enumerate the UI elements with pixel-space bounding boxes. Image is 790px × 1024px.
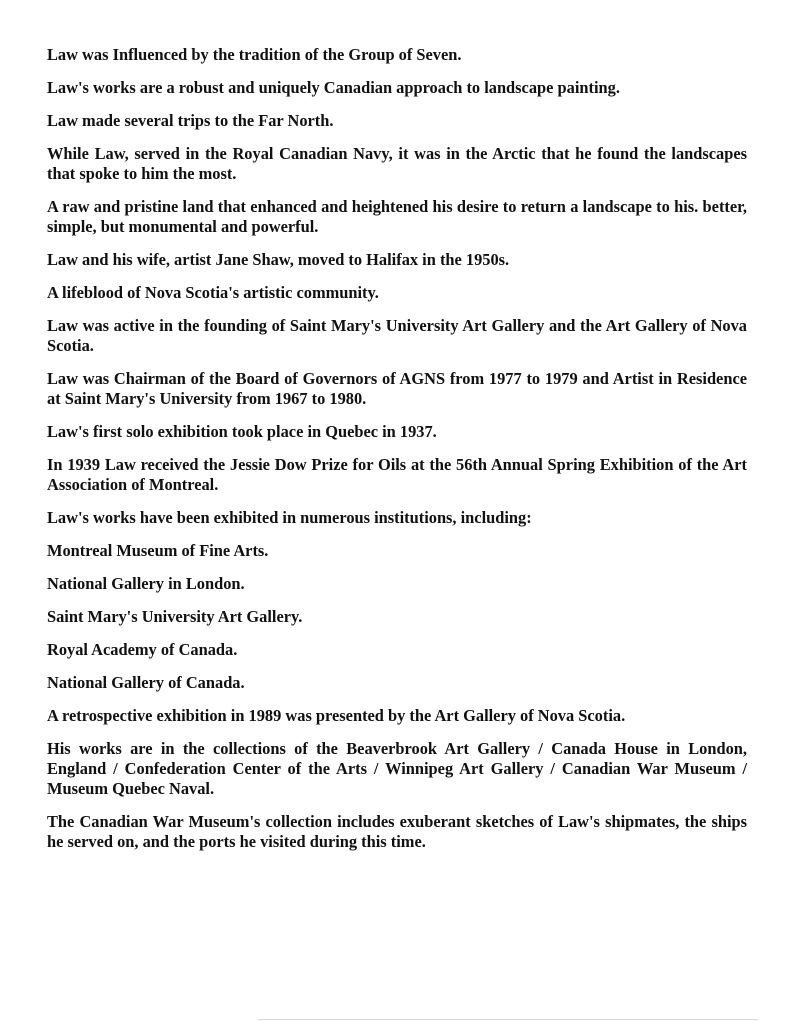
list-item-montreal-museum: Montreal Museum of Fine Arts. xyxy=(47,541,269,560)
paragraph-chairman: Law was Chairman of the Board of Governors of AGNS from 1977 to 1979 and Artist in Residence at Saint Mary's University from 1967 to 1980. xyxy=(47,369,747,408)
paragraph-war-museum-collection: The Canadian War Museum's collection includes exuberant sketches of Law's shipmates, the ships he served on, and the ports he visited during this time. xyxy=(47,812,747,851)
paragraph-canadian-approach: Law's works are a robust and uniquely Canadian approach to landscape painting. xyxy=(47,78,620,97)
list-item-royal-academy: Royal Academy of Canada. xyxy=(47,640,238,659)
paragraph-retrospective: A retrospective exhibition in 1989 was presented by the Art Gallery of Nova Scotia. xyxy=(47,706,626,725)
paragraph-jessie-dow-prize: In 1939 Law received the Jessie Dow Prize for Oils at the 56th Annual Spring Exhibition of the Art Association of Montreal. xyxy=(47,455,747,494)
list-item-saint-marys-gallery: Saint Mary's University Art Gallery. xyxy=(47,607,303,626)
paragraph-first-solo-exhibition: Law's first solo exhibition took place in Quebec in 1937. xyxy=(47,422,437,441)
list-item-national-gallery-london: National Gallery in London. xyxy=(47,574,245,593)
paragraph-royal-canadian-navy: While Law, served in the Royal Canadian Navy, it was in the Arctic that he found the landscapes that spoke to him the most. xyxy=(47,144,747,183)
paragraph-raw-pristine-land: A raw and pristine land that enhanced and heightened his desire to return a landscape to his. better, simple, but monumental and powerful. xyxy=(47,197,747,236)
paragraph-lifeblood: A lifeblood of Nova Scotia's artistic community. xyxy=(47,283,379,302)
paragraph-exhibited-institutions: Law's works have been exhibited in numerous institutions, including: xyxy=(47,508,532,527)
paragraph-group-of-seven: Law was Influenced by the tradition of the Group of Seven. xyxy=(47,45,462,64)
paragraph-far-north: Law made several trips to the Far North. xyxy=(47,111,334,130)
list-item-national-gallery-canada: National Gallery of Canada. xyxy=(47,673,245,692)
scan-edge-line xyxy=(258,1019,758,1020)
paragraph-halifax: Law and his wife, artist Jane Shaw, moved to Halifax in the 1950s. xyxy=(47,250,510,269)
paragraph-founding-galleries: Law was active in the founding of Saint Mary's University Art Gallery and the Art Gallery of Nova Scotia. xyxy=(47,316,747,355)
document-page xyxy=(47,45,747,865)
paragraph-collections: His works are in the collections of the Beaverbrook Art Gallery / Canada House in London, England / Confederation Center of the Arts / Winnipeg Art Gallery / Canadian War Museum / Museum Quebec Naval. xyxy=(47,739,747,798)
